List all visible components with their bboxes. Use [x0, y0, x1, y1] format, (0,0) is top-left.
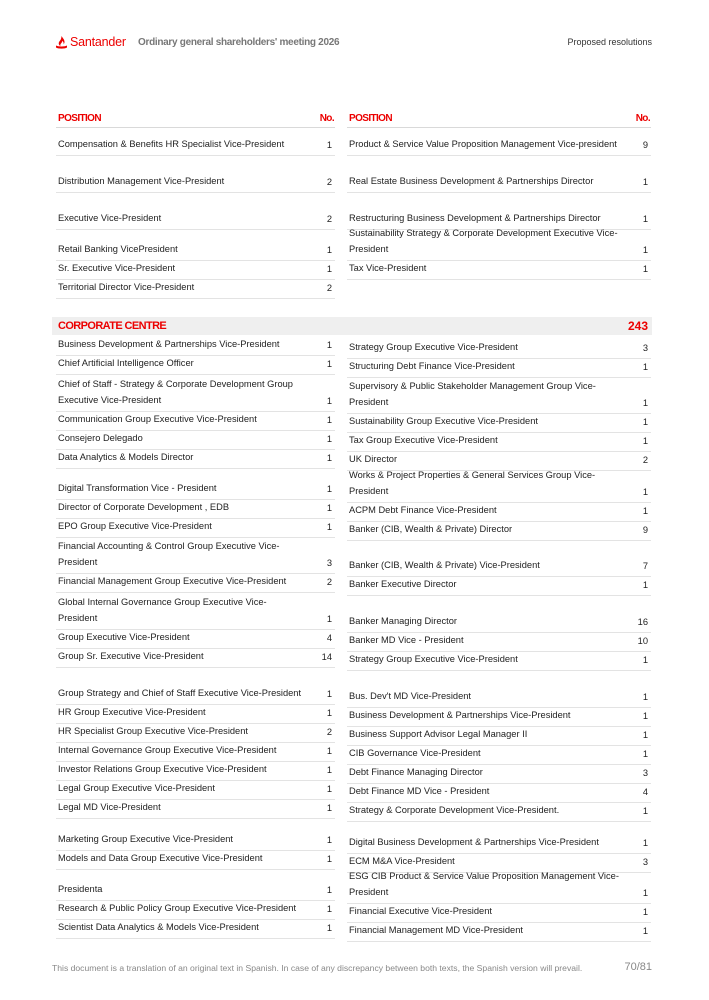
- count-cell: 1: [642, 730, 648, 740]
- corporate-centre-right: [347, 337, 651, 941]
- count-cell: 16: [637, 617, 648, 627]
- position-cell: Supervisory & Public Stakeholder Management Group Vice-President: [349, 381, 596, 407]
- table-row: [347, 433, 651, 452]
- count-cell: 1: [642, 655, 648, 665]
- count-cell: 1: [326, 140, 332, 150]
- position-cell: Banker (CIB, Wealth & Private) Vice-President: [349, 560, 540, 570]
- table-row: [347, 727, 651, 746]
- count-cell: 3: [642, 768, 648, 778]
- position-cell: Banker (CIB, Wealth & Private) Director: [349, 524, 513, 534]
- table-row: [56, 375, 335, 412]
- position-cell: Banker MD Vice - President: [349, 635, 464, 645]
- meeting-title: Ordinary general shareholders' meeting 2026: [138, 37, 340, 48]
- count-cell: 2: [326, 577, 332, 587]
- count-cell: 1: [642, 362, 648, 372]
- section-label: Proposed resolutions: [567, 37, 652, 47]
- count-cell: 1: [326, 340, 332, 350]
- count-cell: 1: [326, 746, 332, 756]
- count-cell: 1: [326, 885, 332, 895]
- count-cell: 3: [642, 343, 648, 353]
- position-header: POSITION: [58, 113, 101, 124]
- position-cell: Director of Corporate Development , EDB: [58, 502, 230, 512]
- position-cell: Research & Public Policy Group Executive Vice-President: [58, 903, 297, 913]
- table-row: [347, 671, 651, 708]
- count-cell: 1: [326, 803, 332, 813]
- table-row: [56, 819, 335, 851]
- position-cell: Compensation & Benefits HR Specialist Vice-President: [58, 139, 285, 149]
- position-cell: CIB Governance Vice-President: [349, 748, 481, 758]
- position-cell: Distribution Management Vice-President: [58, 176, 225, 186]
- position-cell: Debt Finance MD Vice - President: [349, 786, 490, 796]
- position-cell: Real Estate Business Development & Partnerships Director: [349, 176, 594, 186]
- position-cell: HR Group Executive Vice-President: [58, 707, 206, 717]
- table-row: [56, 280, 335, 299]
- position-cell: Strategy Group Executive Vice-President: [349, 342, 518, 352]
- count-cell: 1: [642, 838, 648, 848]
- table-row: [347, 746, 651, 765]
- table-row: [56, 337, 335, 356]
- position-cell: Structuring Debt Finance Vice-President: [349, 361, 515, 371]
- position-cell: Digital Transformation Vice - President: [58, 483, 217, 493]
- count-cell: 1: [642, 806, 648, 816]
- table-row: [56, 193, 335, 230]
- count-cell: 9: [642, 525, 648, 535]
- top-table-right-body: [347, 127, 651, 279]
- count-cell: 1: [326, 614, 332, 624]
- count-cell: 2: [326, 214, 332, 224]
- table-row: [56, 800, 335, 819]
- table-row: [56, 668, 335, 705]
- position-cell: Tax Group Executive Vice-President: [349, 435, 498, 445]
- position-cell: Presidenta: [58, 884, 103, 894]
- page-number: 70/81: [624, 961, 652, 973]
- position-cell: Scientist Data Analytics & Models Vice-President: [58, 922, 259, 932]
- table-row: [347, 873, 651, 904]
- position-cell: Strategy Group Executive Vice-President: [349, 654, 518, 664]
- count-cell: 2: [326, 727, 332, 737]
- table-row: [56, 127, 335, 156]
- position-cell: Consejero Delegado: [58, 433, 143, 443]
- count-cell: 1: [326, 434, 332, 444]
- position-cell: Banker Executive Director: [349, 579, 457, 589]
- count-cell: 1: [326, 708, 332, 718]
- brand-name: Santander: [70, 35, 126, 49]
- position-cell: Legal MD Vice-President: [58, 802, 161, 812]
- table-row: [347, 471, 651, 503]
- table-row: [347, 337, 651, 359]
- corporate-centre-left: [56, 337, 335, 939]
- position-cell: Banker Managing Director: [349, 616, 457, 626]
- table-header: [56, 110, 335, 128]
- position-cell: Legal Group Executive Vice-President: [58, 783, 215, 793]
- position-cell: Restructuring Business Development & Partnerships Director: [349, 213, 601, 223]
- position-cell: Financial Executive Vice-President: [349, 906, 492, 916]
- position-cell: Retail Banking VicePresident: [58, 244, 178, 254]
- count-cell: 1: [326, 415, 332, 425]
- top-table-left: [56, 110, 335, 128]
- position-cell: Financial Accounting & Control Group Executive Vice-President: [58, 541, 280, 567]
- table-row: [347, 230, 651, 261]
- count-cell: 1: [642, 436, 648, 446]
- count-cell: 1: [326, 359, 332, 369]
- count-cell: 1: [642, 926, 648, 936]
- table-row: [56, 450, 335, 469]
- table-row: [56, 431, 335, 450]
- table-row: [347, 577, 651, 596]
- page-footer: [52, 963, 652, 973]
- count-cell: 14: [321, 652, 332, 662]
- count-cell: 1: [642, 487, 648, 497]
- page-header: [56, 35, 652, 53]
- top-table-right: [347, 110, 651, 128]
- table-row: [56, 469, 335, 500]
- table-row: [56, 870, 335, 901]
- table-row: [56, 156, 335, 193]
- table-row: [347, 803, 651, 822]
- position-cell: EPO Group Executive Vice-President: [58, 521, 212, 531]
- position-cell: Marketing Group Executive Vice-President: [58, 834, 234, 844]
- position-cell: ESG CIB Product & Service Value Proposition Management Vice-President: [349, 871, 619, 897]
- table-row: [56, 781, 335, 800]
- position-cell: Debt Finance Managing Director: [349, 767, 483, 777]
- position-cell: Data Analytics & Models Director: [58, 452, 194, 462]
- table-row: [347, 156, 651, 193]
- count-cell: 1: [326, 689, 332, 699]
- position-cell: Sr. Executive Vice-President: [58, 263, 176, 273]
- count-cell: 1: [642, 264, 648, 274]
- table-row: [347, 923, 651, 942]
- table-row: [56, 630, 335, 649]
- section-total: 243: [627, 319, 648, 333]
- position-cell: Strategy & Corporate Development Vice-President.: [349, 805, 560, 815]
- position-cell: Works & Project Properties & General Services Group Vice-President: [349, 470, 596, 496]
- position-cell: Product & Service Value Proposition Management Vice-president: [349, 139, 617, 149]
- position-cell: Group Sr. Executive Vice-President: [58, 651, 204, 661]
- table-row: [347, 708, 651, 727]
- count-cell: 1: [326, 484, 332, 494]
- position-cell: Chief of Staff - Strategy & Corporate Development Group Executive Vice-President: [58, 379, 293, 405]
- position-cell: Digital Business Development & Partnerships Vice-President: [349, 837, 599, 847]
- count-cell: 2: [326, 177, 332, 187]
- table-row: [347, 378, 651, 414]
- table-row: [347, 596, 651, 633]
- count-cell: 1: [642, 711, 648, 721]
- position-cell: HR Specialist Group Executive Vice-President: [58, 726, 248, 736]
- table-row: [56, 743, 335, 762]
- count-cell: 1: [326, 904, 332, 914]
- count-cell: 2: [326, 283, 332, 293]
- table-row: [347, 765, 651, 784]
- count-cell: 1: [326, 245, 332, 255]
- position-cell: Sustainability Group Executive Vice-President: [349, 416, 538, 426]
- count-cell: 1: [642, 907, 648, 917]
- count-cell: 1: [326, 854, 332, 864]
- position-cell: Global Internal Governance Group Executive Vice-President: [58, 597, 267, 623]
- count-cell: 3: [642, 857, 648, 867]
- position-cell: Communication Group Executive Vice-President: [58, 414, 257, 424]
- section-title: CORPORATE CENTRE: [58, 320, 167, 332]
- position-cell: Group Executive Vice-President: [58, 632, 190, 642]
- table-row: [347, 522, 651, 541]
- count-cell: 1: [642, 398, 648, 408]
- table-row: [56, 705, 335, 724]
- table-row: [347, 822, 651, 854]
- table-row: [56, 356, 335, 375]
- table-row: [347, 633, 651, 652]
- count-cell: 1: [326, 503, 332, 513]
- table-row: [56, 230, 335, 261]
- position-cell: Investor Relations Group Executive Vice-President: [58, 764, 267, 774]
- position-cell: Internal Governance Group Executive Vice-President: [58, 745, 277, 755]
- position-cell: Business Support Advisor Legal Manager II: [349, 729, 528, 739]
- count-cell: 1: [326, 396, 332, 406]
- count-cell: 1: [326, 522, 332, 532]
- count-cell: 4: [642, 787, 648, 797]
- count-cell: 3: [326, 558, 332, 568]
- count-cell: 1: [326, 453, 332, 463]
- position-cell: Tax Vice-President: [349, 263, 427, 273]
- disclaimer-text: This document is a translation of an original text in Spanish. In case of any discrepancy between both texts, the Spanish version will prevail.: [52, 963, 583, 973]
- count-cell: 1: [326, 264, 332, 274]
- position-cell: Territorial Director Vice-President: [58, 282, 195, 292]
- count-cell: 1: [326, 765, 332, 775]
- count-cell: 1: [642, 692, 648, 702]
- count-cell: 4: [326, 633, 332, 643]
- position-cell: Business Development & Partnerships Vice-President: [58, 339, 280, 349]
- table-row: [56, 261, 335, 280]
- position-cell: Executive Vice-President: [58, 213, 162, 223]
- count-cell: 1: [326, 923, 332, 933]
- count-cell: 1: [326, 835, 332, 845]
- table-row: [56, 538, 335, 574]
- table-row: [347, 127, 651, 156]
- table-row: [347, 414, 651, 433]
- count-cell: 1: [642, 417, 648, 427]
- count-cell: 10: [637, 636, 648, 646]
- position-cell: Bus. Dev't MD Vice-President: [349, 691, 471, 701]
- count-cell: 1: [642, 506, 648, 516]
- position-cell: Group Strategy and Chief of Staff Executive Vice-President: [58, 688, 302, 698]
- count-cell: 1: [642, 888, 648, 898]
- table-row: [56, 500, 335, 519]
- number-header: No.: [319, 113, 334, 124]
- count-cell: 1: [642, 177, 648, 187]
- table-row: [56, 920, 335, 939]
- corporate-centre-header: [52, 317, 652, 335]
- position-cell: ACPM Debt Finance Vice-President: [349, 505, 497, 515]
- table-row: [347, 904, 651, 923]
- position-cell: Financial Management MD Vice-President: [349, 925, 523, 935]
- count-cell: 2: [642, 455, 648, 465]
- position-cell: Chief Artificial Intelligence Officer: [58, 358, 194, 368]
- top-table-left-body: [56, 127, 335, 299]
- table-row: [56, 724, 335, 743]
- table-row: [56, 851, 335, 870]
- table-row: [347, 652, 651, 671]
- table-row: [347, 503, 651, 522]
- count-cell: 1: [642, 214, 648, 224]
- table-row: [56, 762, 335, 781]
- number-header: No.: [635, 113, 650, 124]
- count-cell: 1: [642, 580, 648, 590]
- count-cell: 9: [642, 140, 648, 150]
- count-cell: 1: [642, 245, 648, 255]
- flame-icon: [56, 36, 67, 49]
- table-row: [56, 901, 335, 920]
- table-row: [56, 412, 335, 431]
- table-row: [56, 519, 335, 538]
- table-row: [347, 784, 651, 803]
- position-cell: Models and Data Group Executive Vice-President: [58, 853, 263, 863]
- table-row: [56, 649, 335, 668]
- position-cell: Sustainability Strategy & Corporate Development Executive Vice-President: [349, 228, 618, 254]
- position-cell: Financial Management Group Executive Vice-President: [58, 576, 287, 586]
- table-row: [56, 574, 335, 593]
- position-cell: ECM M&A Vice-President: [349, 856, 455, 866]
- count-cell: 1: [642, 749, 648, 759]
- table-row: [347, 541, 651, 577]
- santander-logo: [56, 35, 126, 49]
- count-cell: 1: [326, 784, 332, 794]
- table-row: [347, 261, 651, 280]
- count-cell: 7: [642, 561, 648, 571]
- position-header: POSITION: [349, 113, 392, 124]
- table-row: [347, 359, 651, 378]
- position-cell: UK Director: [349, 454, 398, 464]
- table-row: [56, 593, 335, 630]
- position-cell: Business Development & Partnerships Vice-President: [349, 710, 571, 720]
- table-header: [347, 110, 651, 128]
